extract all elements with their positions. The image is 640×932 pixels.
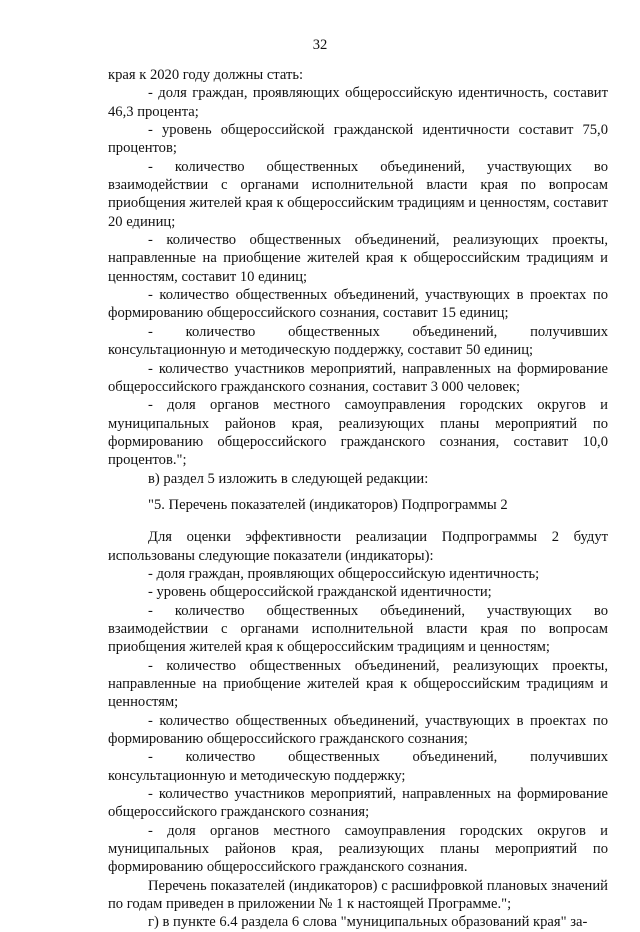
paragraph: - количество общественных объединений, получивших консультационную и методическую поддержку, составит 50 единиц; (108, 323, 608, 359)
paragraph: - количество общественных объединений, участвующих во взаимодействии с органами исполнительной власти края по вопросам приобщения жителей края к общероссийским традициям и ценностям, составит 20 единиц; (108, 158, 608, 230)
paragraph: - количество участников мероприятий, направленных на формирование общероссийского гражданского сознания, составит 3 000 человек; (108, 360, 608, 395)
paragraph: - количество общественных объединений, реализующих проекты, направленные на приобщение жителей края к общероссийским традициям и ценностям; (108, 657, 608, 711)
paragraph: г) в пункте 6.4 раздела 6 слова "муниципальных образований края" за- (148, 914, 588, 931)
paragraph: - уровень общероссийской гражданской идентичности составит 75,0 процентов; (108, 122, 608, 157)
paragraph: Перечень показателей (индикаторов) с расшифровкой плановых значений по годам приведен в приложении № 1 к настоящей Программе."; (108, 877, 608, 913)
paragraph: - количество общественных объединений, участвующих в проектах по формированию общероссийского гражданского сознания; (108, 712, 608, 748)
paragraph: Для оценки эффективности реализации Подпрограммы 2 будут использованы следующие показатели (индикаторы): (108, 529, 608, 564)
paragraph: - доля граждан, проявляющих общероссийскую идентичность; (148, 565, 540, 582)
paragraph: - количество общественных объединений, реализующих проекты, направленные на приобщение жителей края к общероссийским традициям и ценностям, составит 10 единиц; (108, 232, 608, 285)
paragraph: - доля органов местного самоуправления городских округов и муниципальных районов края, реализующих планы мероприятий по формированию общероссийского гражданского сознания, составит 10,0 процентов."; (108, 397, 608, 469)
paragraph: - количество общественных объединений, участвующих в проектах по формированию общероссийского сознания, составит 15 единиц; (108, 287, 608, 322)
paragraph: - количество участников мероприятий, направленных на формирование общероссийского гражданского сознания; (108, 786, 608, 821)
paragraph: - количество общественных объединений, получивших консультационную и методическую поддержку; (108, 749, 608, 784)
page-number: 32 (312, 37, 328, 53)
section-heading: "5. Перечень показателей (индикаторов) Подпрограммы 2 (148, 496, 508, 513)
paragraph: края к 2020 году должны стать: (108, 67, 304, 83)
paragraph: - уровень общероссийской гражданской идентичности; (148, 584, 492, 601)
paragraph: в) раздел 5 изложить в следующей редакции: (148, 470, 429, 487)
document-body (108, 66, 608, 932)
paragraph: - доля органов местного самоуправления городских округов и муниципальных районов края, реализующих планы мероприятий по формированию общероссийского гражданского сознания. (108, 822, 608, 876)
paragraph: - доля граждан, проявляющих общероссийскую идентичность, составит 46,3 процента; (108, 85, 608, 120)
paragraph: - количество общественных объединений, участвующих во взаимодействии с органами исполнительной власти края по вопросам приобщения жителей края к общероссийским традициям и ценностям; (108, 602, 608, 656)
